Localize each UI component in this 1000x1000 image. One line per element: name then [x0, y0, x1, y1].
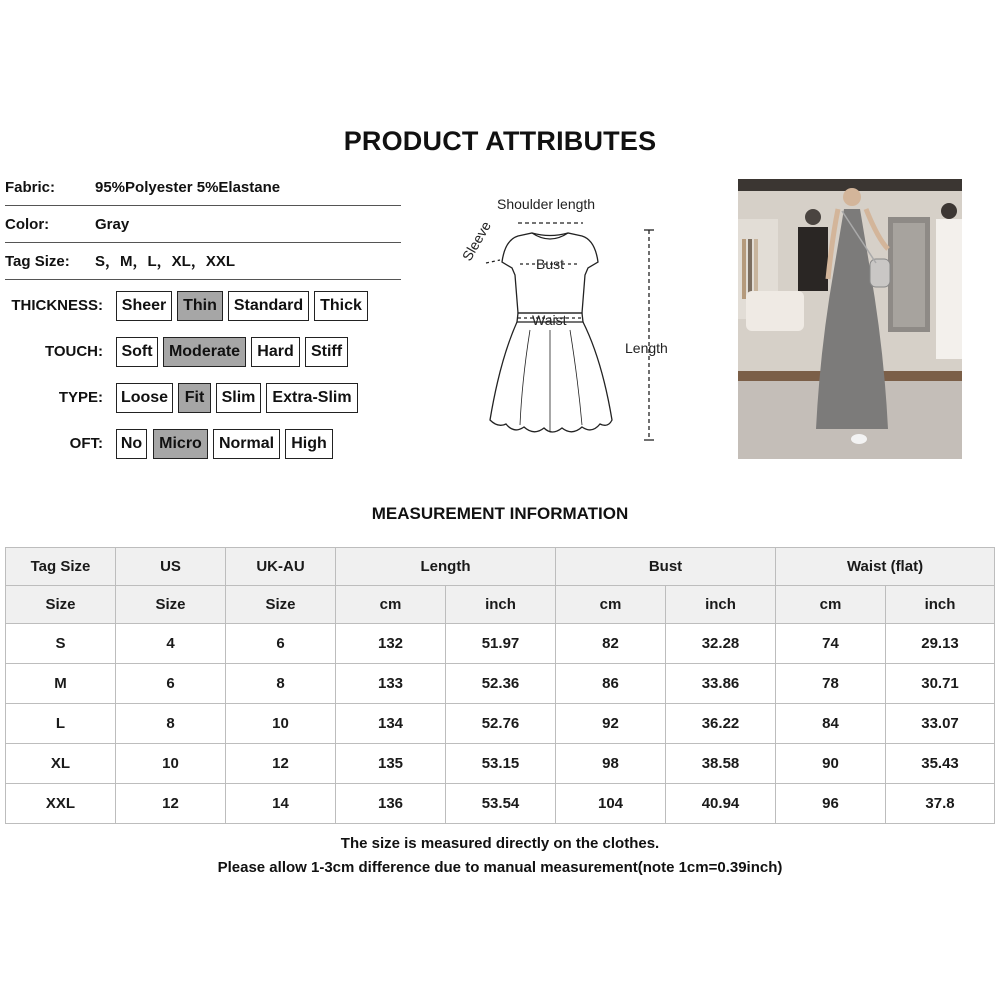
table-cell: 12: [226, 744, 336, 784]
table-row: [6, 704, 995, 744]
option-stiff: Stiff: [305, 337, 348, 367]
attribute-value: Gray: [95, 216, 130, 233]
table-cell: 96: [776, 784, 886, 824]
table-cell: 4: [116, 624, 226, 664]
option-slim: Slim: [216, 383, 261, 413]
option-row-oft: [0, 429, 380, 459]
shoulder-length-label: Shoulder length: [497, 196, 596, 212]
option-thick: Thick: [314, 291, 368, 321]
table-cell: 10: [116, 744, 226, 784]
table-cell: 78: [776, 664, 886, 704]
attribute-row-fabric: [5, 169, 401, 206]
table-cell: 33.07: [886, 704, 995, 744]
table-cell: 74: [776, 624, 886, 664]
header-cell: UK-AU: [226, 548, 336, 586]
header-cell: inch: [666, 586, 776, 624]
option-label: OFT:: [69, 435, 103, 452]
table-cell: 6: [116, 664, 226, 704]
header-cell: Length: [336, 548, 556, 586]
table-cell: 98: [556, 744, 666, 784]
table-cell: XL: [6, 744, 116, 784]
table-cell: 133: [336, 664, 446, 704]
attribute-label: Fabric:: [5, 179, 56, 196]
table-cell: 37.8: [886, 784, 995, 824]
header-cell: Size: [226, 586, 336, 624]
header-cell: Tag Size: [6, 548, 116, 586]
option-label: THICKNESS:: [11, 297, 103, 314]
note-line-1: The size is measured directly on the clothes.: [340, 835, 660, 852]
table-cell: 14: [226, 784, 336, 824]
option-standard: Standard: [228, 291, 309, 321]
dress-measurement-diagram: [455, 190, 695, 450]
table-cell: 32.28: [666, 624, 776, 664]
header-cell: cm: [776, 586, 886, 624]
table-cell: 134: [336, 704, 446, 744]
attribute-value: 95%Polyester 5%Elastane: [95, 179, 281, 196]
header-cell: inch: [886, 586, 995, 624]
table-cell: 30.71: [886, 664, 995, 704]
option-normal: Normal: [213, 429, 280, 459]
table-row: [6, 784, 995, 824]
header-cell: Waist (flat): [776, 548, 995, 586]
measurement-table: [5, 547, 995, 824]
option-loose: Loose: [116, 383, 173, 413]
table-cell: 8: [226, 664, 336, 704]
table-cell: 53.54: [446, 784, 556, 824]
table-cell: 36.22: [666, 704, 776, 744]
option-micro: Micro: [153, 429, 208, 459]
option-extra-slim: Extra-Slim: [266, 383, 358, 413]
bust-label: Bust: [536, 256, 565, 272]
option-row-type: [0, 383, 380, 413]
table-cell: 92: [556, 704, 666, 744]
table-cell: 53.15: [446, 744, 556, 784]
table-cell: 35.43: [886, 744, 995, 784]
option-label: TOUCH:: [44, 343, 103, 360]
option-no: No: [116, 429, 147, 459]
header-cell: inch: [446, 586, 556, 624]
table-row: [6, 664, 995, 704]
table-cell: 52.36: [446, 664, 556, 704]
page-title: PRODUCT ATTRIBUTES: [343, 126, 657, 156]
table-cell: 132: [336, 624, 446, 664]
option-row-touch: [0, 337, 380, 367]
table-cell: 8: [116, 704, 226, 744]
table-cell: 82: [556, 624, 666, 664]
table-cell: 38.58: [666, 744, 776, 784]
table-cell: 51.97: [446, 624, 556, 664]
option-sheer: Sheer: [116, 291, 172, 321]
table-cell: M: [6, 664, 116, 704]
table-header-row: [6, 548, 995, 586]
table-cell: 104: [556, 784, 666, 824]
option-high: High: [285, 429, 333, 459]
option-fit: Fit: [178, 383, 211, 413]
attribute-value: S，M，L，XL，XXL: [95, 253, 236, 270]
table-cell: 6: [226, 624, 336, 664]
table-cell: 52.76: [446, 704, 556, 744]
product-photo: [738, 179, 962, 459]
table-row: [6, 624, 995, 664]
table-cell: S: [6, 624, 116, 664]
table-cell: 12: [116, 784, 226, 824]
table-cell: 10: [226, 704, 336, 744]
header-cell: cm: [556, 586, 666, 624]
table-cell: 135: [336, 744, 446, 784]
attribute-row-color: [5, 206, 401, 243]
option-soft: Soft: [116, 337, 158, 367]
attribute-row-tag-size: [5, 243, 401, 280]
table-cell: 40.94: [666, 784, 776, 824]
header-cell: US: [116, 548, 226, 586]
attribute-label: Color:: [5, 216, 50, 233]
table-cell: 90: [776, 744, 886, 784]
attribute-label: Tag Size:: [5, 253, 70, 270]
table-cell: 84: [776, 704, 886, 744]
measurement-title: MEASUREMENT INFORMATION: [371, 504, 629, 523]
option-hard: Hard: [251, 337, 300, 367]
table-cell: 29.13: [886, 624, 995, 664]
sleeve-label: Sleeve: [458, 218, 495, 264]
note-line-2: Please allow 1-3cm difference due to manual measurement(note 1cm=0.39inch): [217, 859, 783, 876]
header-cell: Bust: [556, 548, 776, 586]
table-cell: 136: [336, 784, 446, 824]
table-row: [6, 744, 995, 784]
table-cell: 86: [556, 664, 666, 704]
header-cell: Size: [116, 586, 226, 624]
option-label: TYPE:: [58, 389, 103, 406]
table-subheader-row: [6, 586, 995, 624]
option-row-thickness: [0, 291, 380, 321]
waist-label: Waist: [532, 312, 567, 328]
length-label: Length: [625, 340, 668, 356]
option-thin: Thin: [177, 291, 223, 321]
table-cell: 33.86: [666, 664, 776, 704]
option-moderate: Moderate: [163, 337, 246, 367]
header-cell: cm: [336, 586, 446, 624]
header-cell: Size: [6, 586, 116, 624]
table-cell: XXL: [6, 784, 116, 824]
table-cell: L: [6, 704, 116, 744]
